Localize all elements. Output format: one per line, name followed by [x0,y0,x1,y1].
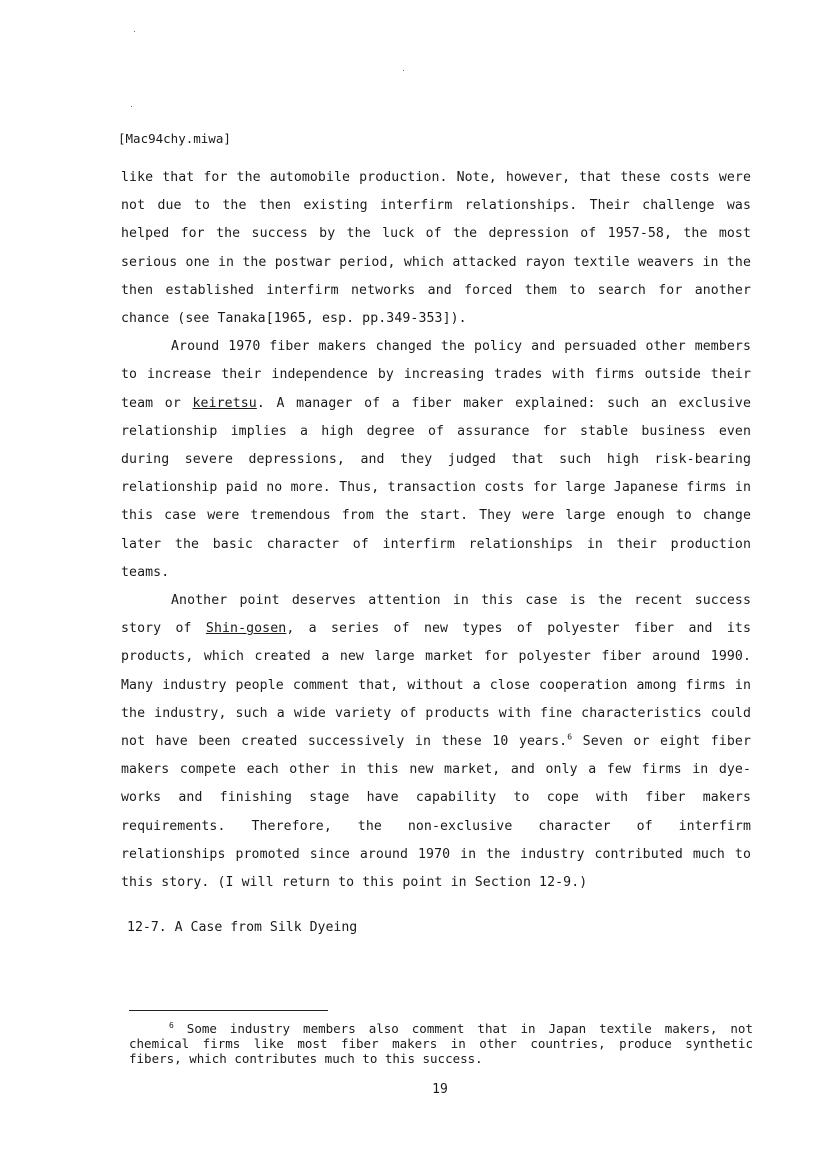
term-keiretsu: keiretsu [192,395,257,411]
section-heading: 12-7. A Case from Silk Dyeing [127,920,358,935]
paragraph-3 [121,587,751,897]
paragraph-3-part-a: Another point deserves attention in this case is the recent success story of [121,593,751,637]
paragraph-3-part-c: Seven or eight fiber makers compete each other in this new market, and only a few firms in dye-works and finishing stage have capability to cope with fiber makers requirements. Therefore, the non-exclusive character of interfirm relationships promoted since around 1970 in the industry contributed much to this story. (I will return to this point in Section 12-9.) [121,734,751,891]
scan-speck [403,70,404,71]
footnote-marker: 6 [169,1020,174,1030]
term-shin-gosen: Shin-gosen [205,621,287,637]
footnote-divider [129,1010,328,1011]
footnote-indent [129,1021,169,1036]
paragraph-3-part-b: , a series of new types of polyester fiber and its products, which created a new large market for polyester fiber around 1990. Many industry people comment that, without a close cooperation among firms in the industry, such a wide variety of products with fine characteristics could not have been created successively in these 10 years. [121,621,751,750]
footnote-text: Some industry members also comment that in Japan textile makers, not chemical firms like most fiber makers in other countries, produce synthetic fibers, which contributes much to this success. [129,1021,753,1066]
scan-speck [131,106,132,107]
paragraph-2-part-b: . A manager of a fiber maker explained: such an exclusive relationship implies a high degree of assurance for stable business even during severe depressions, and they judged that such high risk-bearing relationship paid no more. Thus, transaction costs for large Japanese firms in this case were tremendous from the start. They were large enough to change later the basic character of interfirm relationships in their production teams. [121,395,751,580]
body-text [121,164,751,897]
footnote [129,1021,753,1066]
footnote-reference: 6 [567,732,573,742]
paragraph-2 [121,333,751,587]
scan-speck [134,31,135,32]
document-header: [Mac94chy.miwa] [118,131,231,146]
paragraph-1: like that for the automobile production. Note, however, that these costs were not due to the then existing interfirm relationships. Their challenge was helped for the success by the luck of the depression of 1957-58, the most serious one in the postwar period, which attacked rayon textile weavers in the then established interfirm networks and forced them to search for another chance (see Tanaka[1965, esp. pp.349-353]). [121,170,751,327]
paragraph-2-part-a: Around 1970 fiber makers changed the policy and persuaded other members to increase their independence by increasing trades with firms outside their team or [121,339,751,411]
page-number: 19 [432,1082,448,1097]
